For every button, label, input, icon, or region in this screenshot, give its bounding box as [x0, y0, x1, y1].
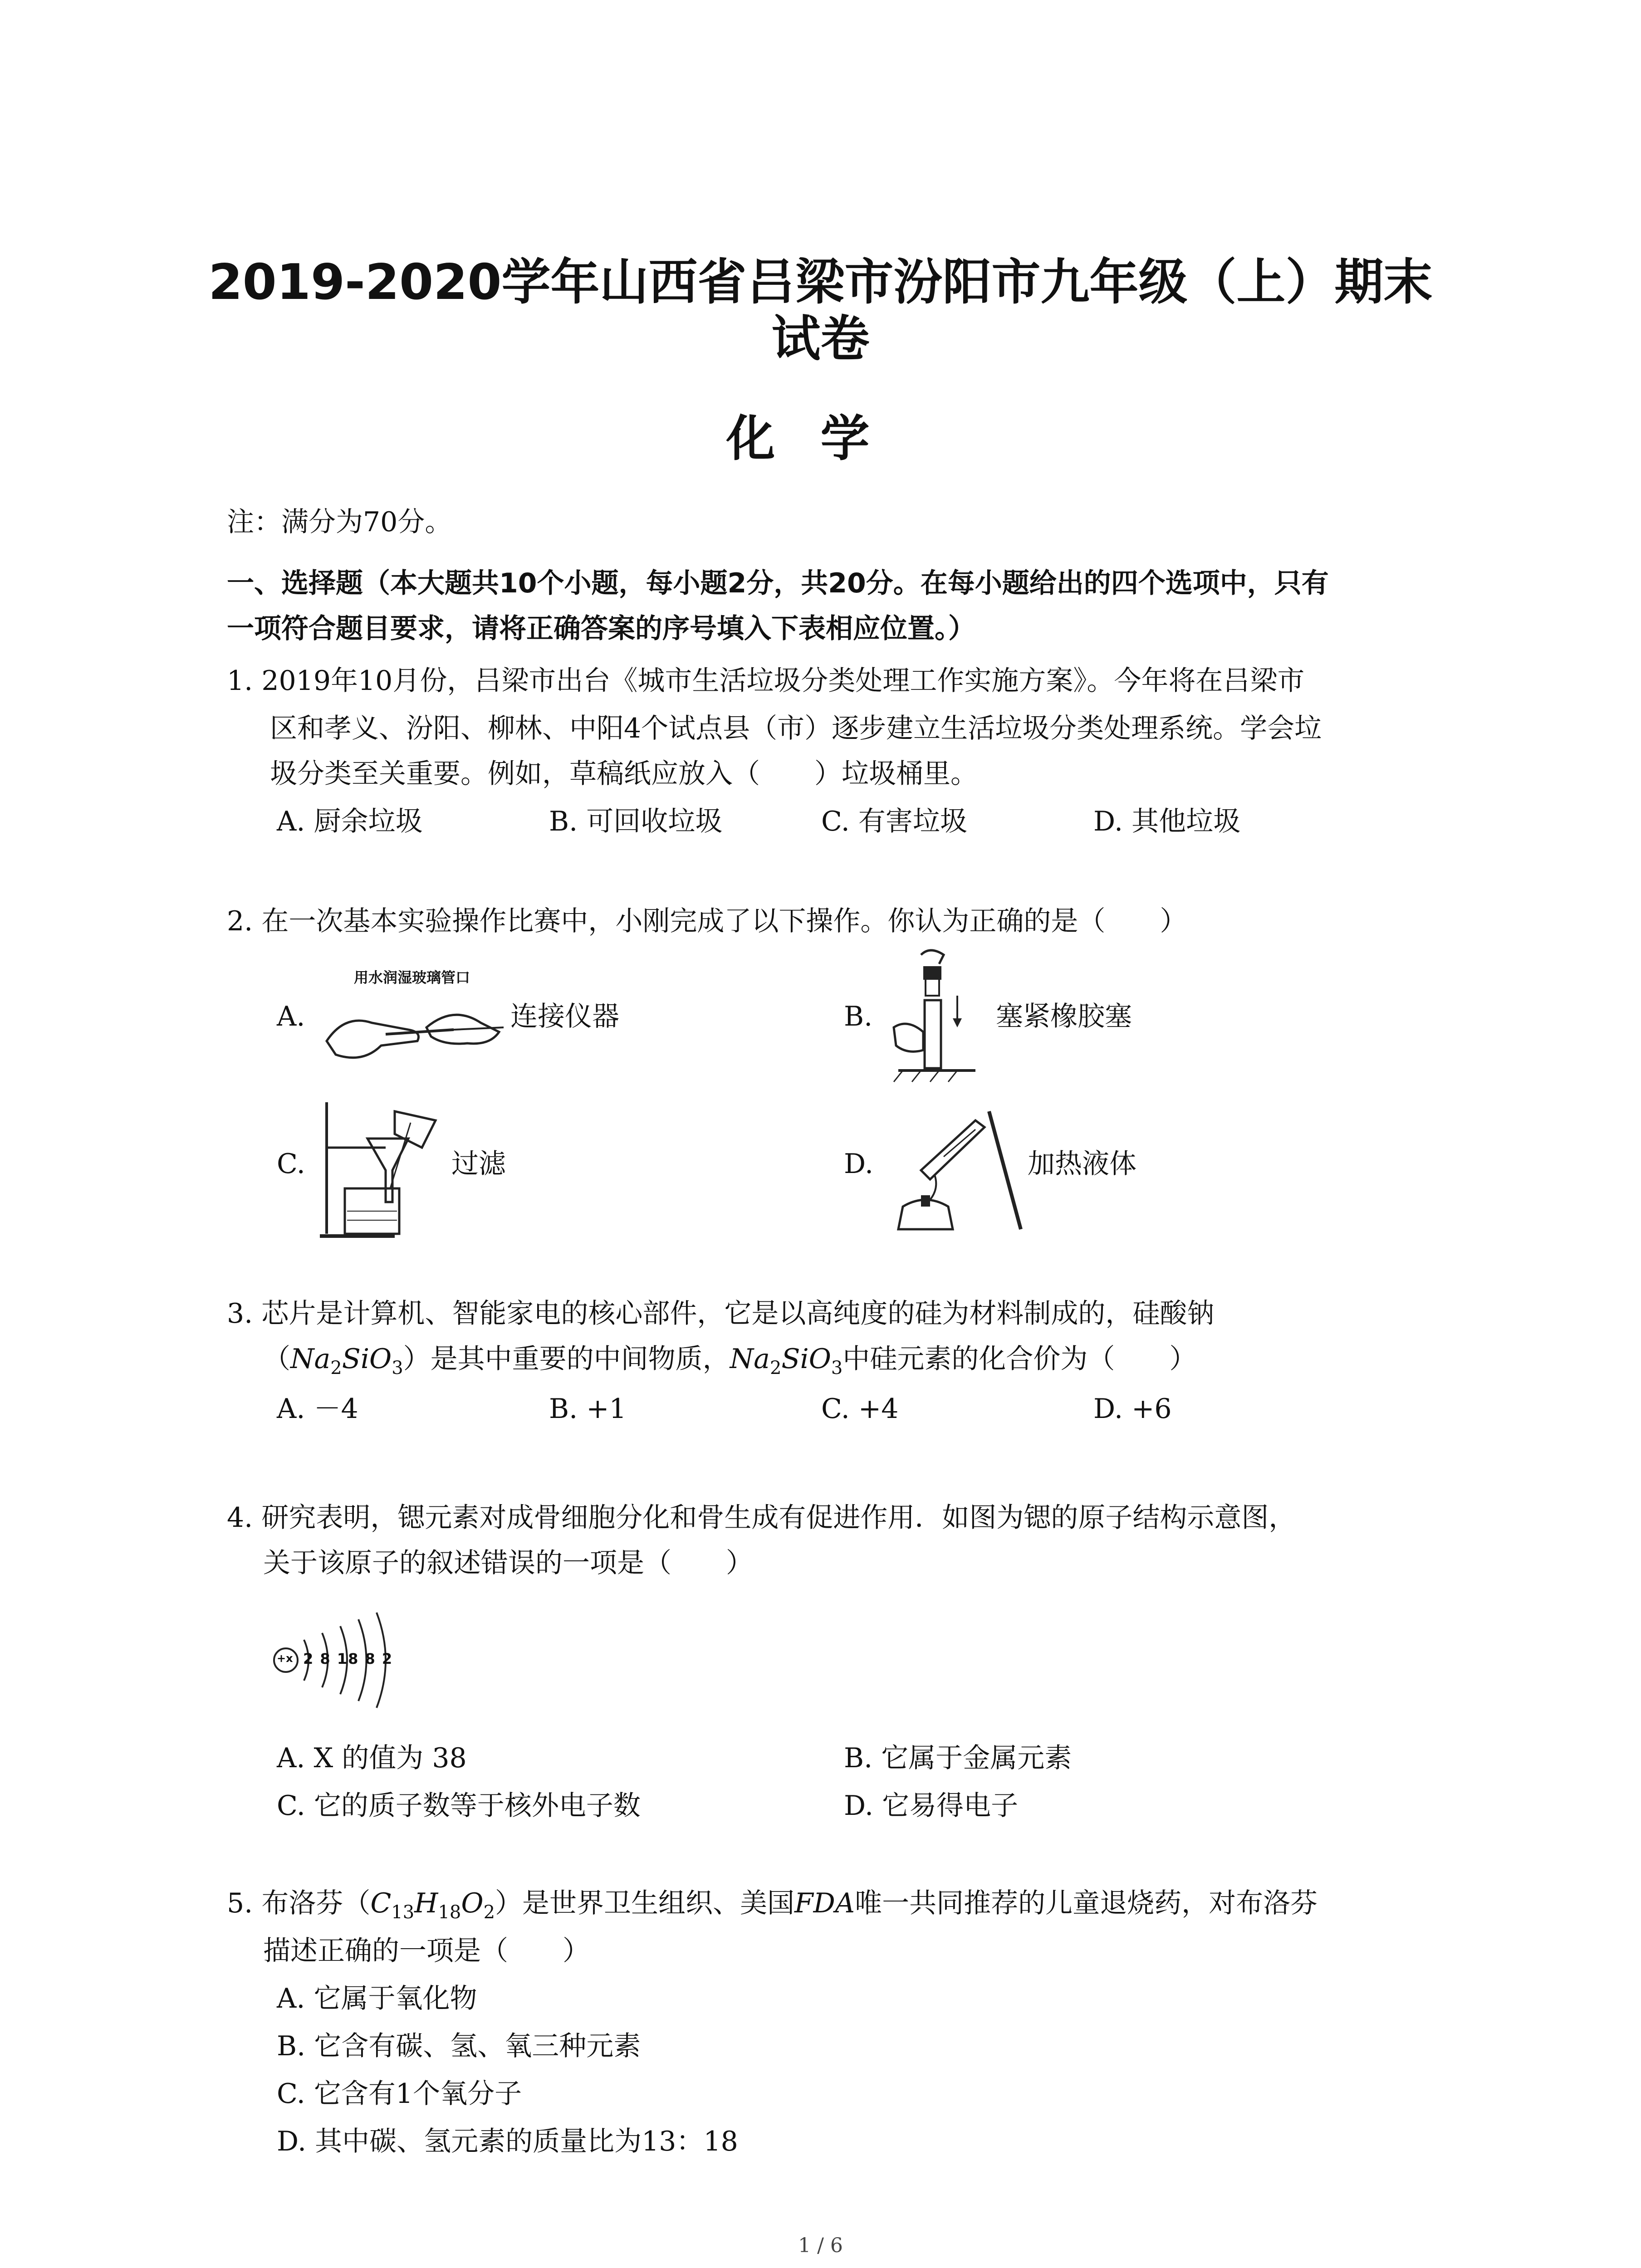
- q3-option-a: A. －4: [277, 1393, 358, 1425]
- q4-option-a: A. X 的值为 38: [277, 1742, 467, 1774]
- q3-option-c: C. +4: [821, 1393, 899, 1425]
- q2-option-d-letter: D.: [844, 1148, 874, 1180]
- q1-line3: 圾分类至关重要。例如，草稿纸应放入（ ）垃圾桶里。: [270, 758, 978, 790]
- q5-formula-h: H: [414, 1887, 438, 1919]
- hands-tube-icon: [318, 987, 508, 1077]
- q1-option-a: A. 厨余垃圾: [277, 806, 423, 837]
- test-tube-stopper-icon: [889, 946, 980, 1095]
- q2-a-figure-caption: 用水润湿玻璃管口: [354, 969, 470, 986]
- q4-option-c: C. 它的质子数等于核外电子数: [277, 1790, 641, 1822]
- score-note: 注：满分为70分。: [227, 506, 452, 538]
- q5-formula-c: C: [370, 1887, 392, 1919]
- q3-formula-sio: SiO: [342, 1343, 392, 1375]
- q3-formula-sub-2: 2: [330, 1358, 342, 1378]
- q5-formula-o: O: [461, 1887, 484, 1919]
- electron-shell-counts: 2 8 18 8 2: [303, 1650, 393, 1667]
- q5-formula-c-sub: 13: [391, 1902, 415, 1923]
- q4-line2: 关于该原子的叙述错误的一项是（ ）: [263, 1547, 753, 1579]
- exam-title-line2: 试卷: [771, 311, 870, 367]
- q4-option-b: B. 它属于金属元素: [844, 1742, 1072, 1774]
- q5-option-d: D. 其中碳、氢元素的质量比为13：18: [277, 2126, 738, 2157]
- q2-option-c-label: 过滤: [451, 1148, 506, 1180]
- filter-funnel-icon: [318, 1098, 454, 1243]
- q2-option-a-label: 连接仪器: [510, 1001, 619, 1032]
- exam-title-line1: 2019-2020学年山西省吕梁市汾阳市九年级（上）期末: [208, 254, 1433, 311]
- heating-liquid-figure: [885, 1102, 1030, 1238]
- subject-title: 化学: [726, 411, 915, 467]
- q5-line2: 描述正确的一项是（ ）: [263, 1935, 590, 1967]
- strontium-atom-structure-diagram: [263, 1597, 417, 1724]
- q3-paren-open: （: [263, 1343, 290, 1375]
- q5-line1-mid: ）是世界卫生组织、美国: [495, 1887, 795, 1919]
- q2-option-d-label: 加热液体: [1028, 1148, 1136, 1180]
- q1-option-b: B. 可回收垃圾: [549, 806, 723, 837]
- filtration-figure: [318, 1098, 454, 1243]
- q5-option-c: C. 它含有1个氧分子: [277, 2078, 522, 2110]
- q3-option-b: B. +1: [549, 1393, 627, 1425]
- q2-option-b-label: 塞紧橡胶塞: [996, 1001, 1132, 1032]
- q3-formula2-sub-3: 3: [831, 1358, 843, 1378]
- page-number: 1 / 6: [798, 2234, 843, 2257]
- q3-line2-post: 中硅元素的化合价为（ ）: [843, 1343, 1197, 1375]
- q1-option-c: C. 有害垃圾: [821, 806, 967, 837]
- q5-option-a: A. 它属于氧化物: [277, 1983, 477, 2014]
- q2-option-b-letter: B.: [844, 1001, 873, 1032]
- q5-fda: FDA: [794, 1887, 855, 1919]
- q3-formula2-na: Na: [730, 1343, 770, 1375]
- q3-line1: 3. 芯片是计算机、智能家电的核心部件，它是以高纯度的硅为材料制成的，硅酸钠: [227, 1298, 1215, 1330]
- q5-formula-o-sub: 2: [483, 1902, 495, 1923]
- q1-line1: 1. 2019年10月份，吕梁市出台《城市生活垃圾分类处理工作实施方案》。今年将在吕梁市: [227, 665, 1305, 697]
- stopper-test-tube-figure: [889, 946, 980, 1095]
- q2-option-a-letter: A.: [277, 1001, 305, 1032]
- q5-formula-h-sub: 18: [438, 1902, 461, 1923]
- q5-line1-pre: 5. 布洛芬（: [227, 1887, 371, 1919]
- section1-heading-line1: 一、选择题（本大题共10个小题，每小题2分，共20分。在每小题给出的四个选项中，只有: [227, 567, 1329, 599]
- connect-instrument-figure: [318, 966, 508, 1075]
- q4-option-d: D. 它易得电子: [844, 1790, 1019, 1822]
- q3-formula-sub-3: 3: [392, 1358, 403, 1378]
- q3-formula2-sub-2: 2: [769, 1358, 782, 1378]
- q5-option-b: B. 它含有碳、氢、氧三种元素: [277, 2030, 641, 2062]
- q3-option-d: D. +6: [1093, 1393, 1172, 1425]
- nucleus-charge: +x: [277, 1652, 293, 1665]
- q5-line1-post: 唯一共同推荐的儿童退烧药，对布洛芬: [855, 1887, 1318, 1919]
- q1-option-d: D. 其他垃圾: [1093, 806, 1241, 837]
- section1-heading-line2: 一项符合题目要求，请将正确答案的序号填入下表相应位置。）: [227, 613, 975, 645]
- q3-formula2-sio: SiO: [781, 1343, 831, 1375]
- q1-line2: 区和孝义、汾阳、柳林、中阳4个试点县（市）逐步建立生活垃圾分类处理系统。学会垃: [270, 713, 1322, 744]
- q2-stem: 2. 在一次基本实验操作比赛中，小刚完成了以下操作。你认为正确的是（ ）: [227, 905, 1187, 937]
- q3-formula-na: Na: [290, 1343, 331, 1375]
- q3-line2-mid: ）是其中重要的中间物质，: [403, 1343, 730, 1375]
- q4-line1: 4. 研究表明，锶元素对成骨细胞分化和骨生成有促进作用．如图为锶的原子结构示意图，: [227, 1502, 1296, 1534]
- q2-option-c-letter: C.: [277, 1148, 305, 1180]
- q5-line1: [227, 1887, 1318, 1929]
- heating-test-tube-icon: [885, 1102, 1030, 1238]
- q3-line2: [263, 1343, 1196, 1384]
